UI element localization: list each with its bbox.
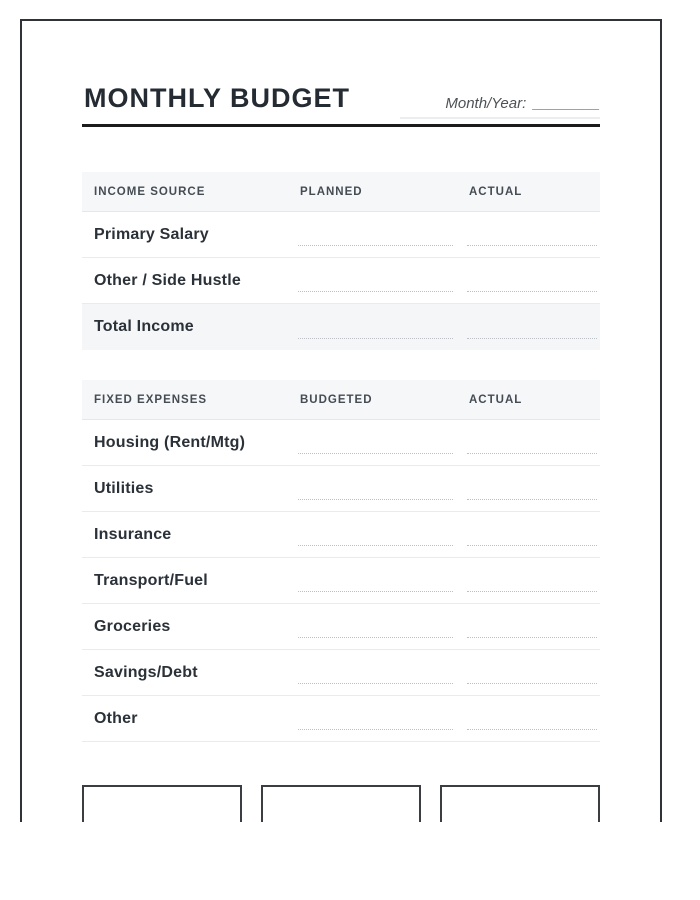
row-label: Savings/Debt <box>94 663 198 681</box>
row-label: Other <box>94 709 138 727</box>
row-label: Total Income <box>94 318 194 335</box>
fill-in-line <box>467 591 597 592</box>
fill-in-line <box>467 729 597 730</box>
fill-in-line <box>298 637 453 638</box>
row-label: Transport/Fuel <box>94 571 208 589</box>
fill-in-line <box>298 453 453 454</box>
actual-cell <box>467 512 600 557</box>
actual-cell <box>467 604 600 649</box>
budgeted-cell <box>298 512 467 557</box>
budgeted-cell <box>298 650 467 695</box>
table-row <box>82 258 600 304</box>
planned-cell <box>298 258 467 303</box>
summary-box <box>82 785 242 822</box>
expenses-table-header-row <box>82 380 600 420</box>
row-label: Groceries <box>94 617 171 635</box>
table-row <box>82 466 600 512</box>
actual-column-header: ACTUAL <box>469 185 523 198</box>
income-table-header-row <box>82 172 600 212</box>
table-row <box>82 650 600 696</box>
actual-cell <box>467 258 600 303</box>
summary-box <box>440 785 600 822</box>
row-label: Housing (Rent/Mtg) <box>94 433 246 451</box>
planned-column-header: PLANNED <box>300 185 363 198</box>
total-income-row <box>82 304 600 350</box>
budgeted-cell <box>298 558 467 603</box>
fill-in-line <box>298 499 453 500</box>
fill-in-line <box>298 591 453 592</box>
fill-in-line <box>467 338 597 339</box>
title-divider-rule <box>82 124 600 127</box>
table-row <box>82 212 600 258</box>
fill-in-line <box>298 338 453 339</box>
fill-in-line <box>298 729 453 730</box>
fill-in-line <box>467 683 597 684</box>
income-source-column-header: INCOME SOURCE <box>94 185 206 198</box>
fill-in-line <box>298 545 453 546</box>
row-label: Primary Salary <box>94 225 209 243</box>
fill-in-line <box>467 499 597 500</box>
actual-cell <box>467 650 600 695</box>
month-year-blank-line: ________ <box>533 95 600 112</box>
actual-cell <box>467 212 600 257</box>
actual-column-header: ACTUAL <box>469 393 523 406</box>
row-label: Utilities <box>94 479 154 497</box>
row-label: Insurance <box>94 525 172 543</box>
fill-in-line <box>467 245 597 246</box>
fill-in-line <box>467 453 597 454</box>
table-row <box>82 696 600 742</box>
budgeted-column-header: BUDGETED <box>300 393 373 406</box>
actual-cell <box>467 420 600 465</box>
row-label: Other / Side Hustle <box>94 271 241 289</box>
summary-boxes-row <box>82 785 600 822</box>
table-row <box>82 512 600 558</box>
table-row <box>82 420 600 466</box>
table-row <box>82 604 600 650</box>
fill-in-line <box>298 683 453 684</box>
fixed-expenses-table <box>82 380 600 742</box>
fixed-expenses-column-header: FIXED EXPENSES <box>94 393 208 406</box>
budgeted-cell <box>298 420 467 465</box>
month-year-field <box>400 95 600 119</box>
budgeted-cell <box>298 696 467 741</box>
month-year-label: Month/Year: <box>445 95 527 112</box>
fill-in-line <box>298 291 453 292</box>
income-table <box>82 172 600 350</box>
actual-cell <box>467 466 600 511</box>
page-title: MONTHLY BUDGET <box>84 83 351 113</box>
printable-page <box>20 19 662 822</box>
fill-in-line <box>467 637 597 638</box>
budgeted-cell <box>298 466 467 511</box>
fill-in-line <box>467 291 597 292</box>
fill-in-line <box>467 545 597 546</box>
actual-cell <box>467 558 600 603</box>
actual-cell <box>467 696 600 741</box>
fill-in-line <box>298 245 453 246</box>
planned-cell <box>298 212 467 257</box>
planned-cell <box>298 304 467 350</box>
table-row <box>82 558 600 604</box>
actual-cell <box>467 304 600 350</box>
budgeted-cell <box>298 604 467 649</box>
summary-box <box>261 785 421 822</box>
